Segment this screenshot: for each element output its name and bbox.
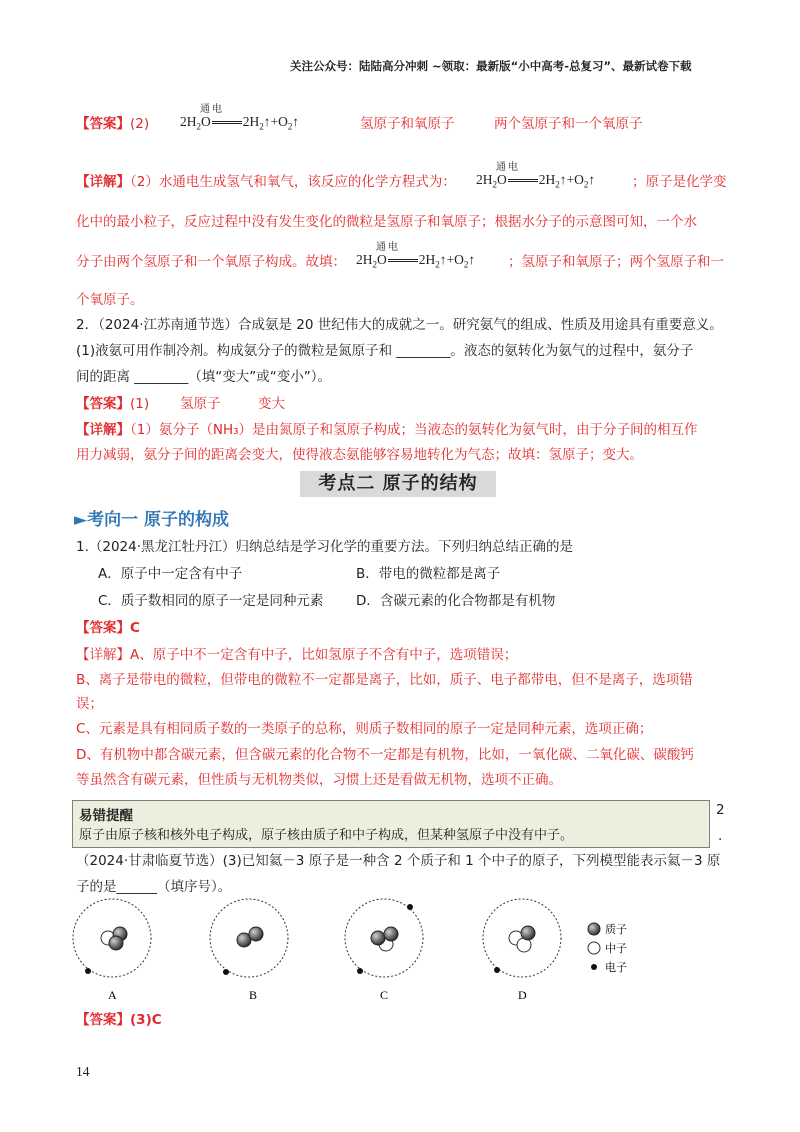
q1-stem: 1.（2024·黑龙江牡丹江）归纳总结是学习化学的重要方法。下列归纳总结正确的是 <box>76 539 574 555</box>
q1-option-d[interactable]: D．含碳元素的化合物都是有机物 <box>356 593 556 609</box>
q2-answer-val1: 氢原子 <box>180 396 221 412</box>
detail-line-2: 化中的最小粒子，反应过程中没有发生变化的微粒是氢原子和氧原子；根据水分子的示意图可知，一个水 <box>76 214 697 230</box>
subsection-title: ►考向一 原子的构成 <box>74 510 229 530</box>
section-heading: 考点二 原子的结构 <box>300 471 496 497</box>
proton-icon <box>249 927 263 941</box>
detail-line-1: 【详解】（2）水通电生成氢气和氧气，该反应的化学方程式为： <box>76 174 456 190</box>
legend-proton: 质子 <box>605 924 627 936</box>
q1-detail-4: C、元素是具有相同质子数的一类原子的总称，则质子数相同的原子一定是同种元素，选项正确； <box>76 721 653 737</box>
q1-detail-5: D、有机物中都含碳元素，但含碳元素的化合物不一定都是有机物，比如，一氧化碳、二氧化碳、碳酸钙 <box>76 747 694 763</box>
equation-1: $2H_2O$ 通电 $2H_2↑+O_2↑$ <box>180 104 300 132</box>
answer-label: 【答案】 <box>76 116 130 132</box>
legend-neutron-icon <box>588 942 600 954</box>
model-label-b: B <box>249 988 258 1002</box>
q2-part1-cont: 间的距离 ________（填“变大”或“变小”）。 <box>76 369 332 385</box>
q2-detail-1: 【详解】（1）氨分子（NH₃）是由氮原子和氢原子构成；当液态的氨转化为氨气时，由于分子间的相互作 <box>76 422 698 438</box>
q1-detail-2: B、离子是带电的微粒，但带电的微粒不一定都是离子，比如，质子、电子都带电，但不是离子，选项错 <box>76 672 693 688</box>
answer-line-1 <box>76 114 149 134</box>
q1-detail-6: 等虽然含有碳元素，但性质与无机物类似，习惯上还是看做无机物，选项不正确。 <box>76 772 562 788</box>
legend-electron-icon <box>591 964 597 970</box>
q1-option-c[interactable]: C．质子数相同的原子一定是同种元素 <box>98 593 324 609</box>
answer-value-2: 两个氢原子和一个氧原子 <box>494 116 643 132</box>
equation-2: $2H_2O$ 通电 $2H_2↑+O_2↑$ <box>476 162 596 190</box>
atom-model-d[interactable] <box>483 899 561 1002</box>
q1-answer: 【答案】C <box>76 620 140 636</box>
tip-title: 易错提醒 <box>79 808 133 824</box>
atom-model-b[interactable] <box>210 899 288 1002</box>
tip-text: 原子由原子核和核外电子构成，原子核由质子和中子构成，但某种氢原子中没有中子。 <box>79 828 574 843</box>
q3-stem-1: （2024·甘肃临夏节选）(3)已知氦－3 原子是一种含 2 个质子和 1 个中子的原子，下列模型能表示氦－3 原 <box>76 853 721 869</box>
equation-3: $2H_2O$ 通电 $2H_2↑+O_2↑$ <box>356 242 476 270</box>
proton-icon <box>384 927 398 941</box>
answer-number: (2) <box>130 116 150 132</box>
proton-icon <box>521 926 535 940</box>
q3-answer: 【答案】(3)C <box>76 1012 162 1028</box>
q2-stem: 2．（2024·江苏南通节选）合成氨是 20 世纪伟大的成就之一。研究氨气的组成、性质及用途具有重要意义。 <box>76 317 723 333</box>
q1-detail-3: 误； <box>76 696 103 712</box>
proton-icon <box>109 936 123 950</box>
q2-detail-2: 用力减弱，氨分子间的距离会变大，使得液态氨能够容易地转化为气态；故填：氢原子；变大。 <box>76 447 643 463</box>
q3-stem-2: 子的是______（填序号）。 <box>76 879 232 895</box>
electron-icon <box>223 969 229 975</box>
proton-icon <box>371 931 385 945</box>
page-number: 14 <box>76 1064 90 1079</box>
tip-side-number: 2 <box>716 802 725 818</box>
q1-option-b[interactable]: B．带电的微粒都是离子 <box>356 566 501 582</box>
page-header: 关注公众号：陆陆高分冲刺 ~领取：最新版“小中高考-总复习”、最新试卷下载 <box>290 59 692 73</box>
q2-part1: (1)液氨可用作制冷剂。构成氨分子的微粒是氮原子和 ________。液态的氨转化为氨气的过程中，氨分子 <box>76 343 694 359</box>
q2-answer: 【答案】(1) <box>76 396 150 412</box>
detail-line-1b: ；原子是化学变 <box>632 174 727 190</box>
atom-model-c[interactable] <box>345 899 423 1002</box>
electron-icon <box>407 904 413 910</box>
electron-icon <box>85 968 91 974</box>
q1-detail-1: 【详解】A、原子中不一定含有中子，比如氢原子不含有中子，选项错误； <box>76 647 518 663</box>
legend <box>588 922 627 974</box>
detail-line-4: 个氧原子。 <box>76 292 144 308</box>
detail-line-3a: 分子由两个氢原子和一个氧原子构成。故填： <box>76 254 346 270</box>
electron-icon <box>357 968 363 974</box>
q1-option-a[interactable]: A．原子中一定含有中子 <box>98 566 243 582</box>
legend-neutron: 中子 <box>605 943 627 955</box>
electron-icon <box>494 967 500 973</box>
legend-electron: 电子 <box>605 962 627 974</box>
answer-value-1: 氢原子和氧原子 <box>360 116 455 132</box>
error-tip-box <box>72 800 710 848</box>
atom-models-figure <box>60 898 660 1008</box>
detail-line-3b: ；氢原子和氧原子；两个氢原子和一 <box>508 254 724 270</box>
atom-model-a[interactable] <box>73 899 151 1002</box>
model-label-a: A <box>108 988 117 1002</box>
model-label-d: D <box>518 988 527 1002</box>
legend-proton-icon <box>588 923 600 935</box>
model-label-c: C <box>380 988 389 1002</box>
q2-answer-val2: 变大 <box>258 396 285 412</box>
tip-side-dot: . <box>718 828 723 844</box>
